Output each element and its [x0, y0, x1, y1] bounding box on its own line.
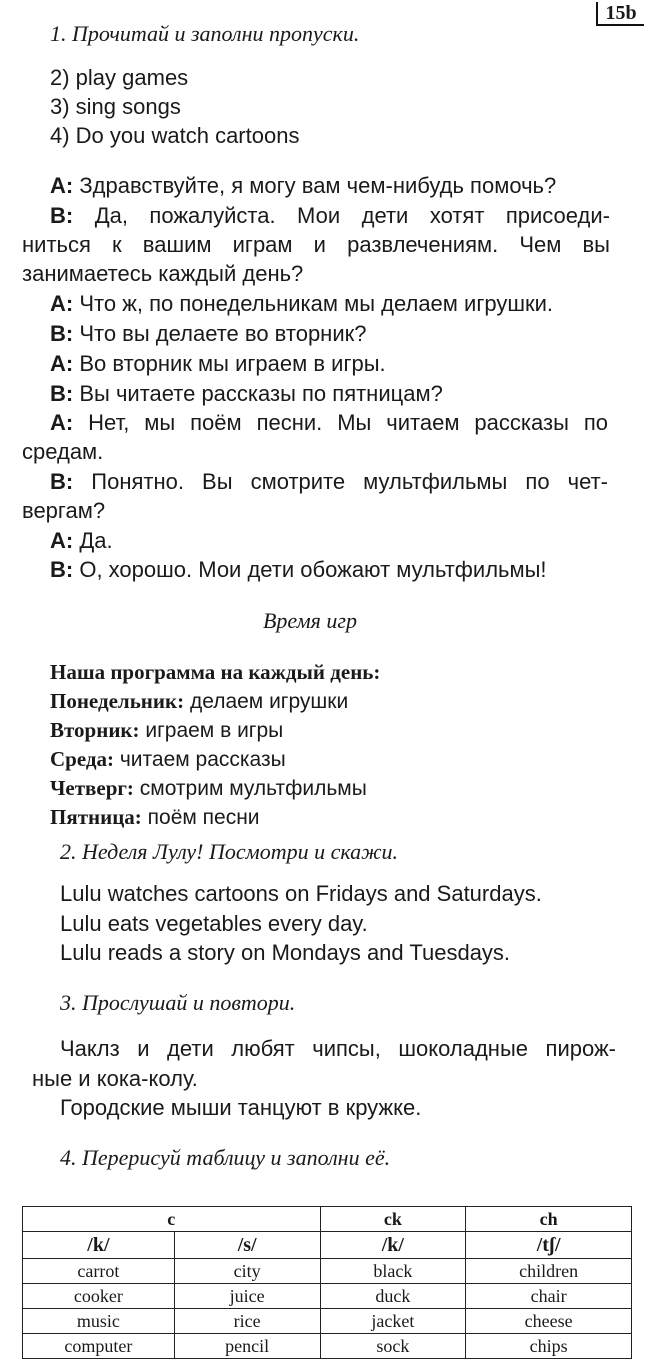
dialogue-text: Что вы делаете во вторник?	[79, 321, 367, 346]
dialogue-text: О, хорошо. Мои дети обожают мультфильмы!	[79, 557, 547, 582]
spelling-table	[22, 1206, 632, 1359]
speaker-label: B:	[50, 321, 74, 346]
table-cell: carrot	[23, 1259, 175, 1284]
table-cell: juice	[174, 1284, 320, 1309]
table-row	[23, 1284, 632, 1309]
dialogue-text: Вы читаете рассказы по пятницам?	[79, 381, 443, 406]
table-cell: chair	[466, 1284, 632, 1309]
dialogue-text: вергам?	[22, 498, 106, 523]
schedule-activity: смотрим мультфильмы	[139, 777, 367, 800]
phoneme-header: /s/	[174, 1232, 320, 1259]
exercise-4-title: 4. Перерисуй таблицу и заполни её.	[60, 1145, 391, 1170]
schedule-row	[50, 803, 260, 832]
speaker-label: B:	[50, 203, 74, 228]
dialogue-line	[50, 350, 386, 378]
answer-line: 4) Do you watch cartoons	[50, 123, 300, 148]
schedule-day: Среда:	[50, 747, 115, 771]
table-cell: children	[466, 1259, 632, 1284]
speaker-label: B:	[50, 381, 74, 406]
schedule-activity: играем в игры	[145, 719, 284, 742]
table-cell: city	[174, 1259, 320, 1284]
table-cell: music	[23, 1309, 175, 1334]
dialogue-line	[22, 497, 105, 525]
dialogue-text: Нет, мы поём песни. Мы читаем рассказы по	[88, 410, 608, 435]
sentence-line: Lulu eats vegetables every day.	[60, 911, 368, 936]
page-number: 15b	[596, 2, 644, 26]
dialogue-line	[22, 438, 103, 466]
dialogue-text: ниться к вашим играм и развлечениям. Чем вы	[22, 232, 610, 257]
dialogue-line	[22, 260, 303, 288]
dialogue-line	[50, 290, 553, 318]
table-cell: cooker	[23, 1284, 175, 1309]
schedule-activity: делаем игрушки	[189, 690, 349, 713]
dialogue-text: Понятно. Вы смотрите мультфильмы по чет-	[91, 469, 608, 494]
exercise-2-title: 2. Неделя Лулу! Посмотри и скажи.	[60, 839, 399, 864]
section-title: Время игр	[262, 608, 357, 633]
table-phoneme-row	[23, 1232, 632, 1259]
table-cell: computer	[23, 1334, 175, 1359]
dialogue-text: Что ж, по понедельникам мы делаем игрушки.	[79, 291, 554, 316]
sentence-line: Городские мыши танцуют в кружке.	[60, 1095, 422, 1120]
table-cell: black	[320, 1259, 466, 1284]
dialogue-text: Здравствуйте, я могу вам чем-нибудь помочь?	[79, 173, 557, 198]
schedule-row	[50, 687, 348, 716]
schedule-activity: читаем рассказы	[119, 748, 286, 771]
speaker-label: A:	[50, 528, 74, 553]
group-header: c	[23, 1207, 321, 1232]
table-cell: jacket	[320, 1309, 466, 1334]
dialogue-text: Да.	[79, 528, 113, 553]
dialogue-line	[50, 556, 547, 584]
schedule-row	[50, 716, 283, 745]
phoneme-header: /k/	[23, 1232, 175, 1259]
table-cell: pencil	[174, 1334, 320, 1359]
schedule-day: Четверг:	[50, 776, 134, 800]
table-row	[23, 1259, 632, 1284]
table-row	[23, 1309, 632, 1334]
table-row	[23, 1334, 632, 1359]
phoneme-header: /k/	[320, 1232, 466, 1259]
speaker-label: A:	[50, 291, 74, 316]
phoneme-header: /tʃ/	[466, 1232, 632, 1259]
sentence-line: Lulu watches cartoons on Fridays and Saturdays.	[60, 881, 542, 906]
dialogue-text: Да, пожалуйста. Мои дети хотят присоеди-	[94, 203, 610, 228]
dialogue-text: занимаетесь каждый день?	[22, 261, 304, 286]
group-header: ck	[320, 1207, 466, 1232]
answer-line: 3) sing songs	[50, 94, 181, 119]
schedule-activity: поём песни	[147, 806, 260, 829]
dialogue-line	[50, 172, 556, 200]
table-cell: sock	[320, 1334, 466, 1359]
dialogue-line	[50, 468, 608, 496]
schedule-row	[50, 745, 286, 774]
schedule-day: Понедельник:	[50, 689, 185, 713]
schedule-day: Вторник:	[50, 718, 140, 742]
dialogue-text: Во вторник мы играем в игры.	[79, 351, 386, 376]
speaker-label: B:	[50, 557, 74, 582]
table-cell: chips	[466, 1334, 632, 1359]
sentence-line: Lulu reads a story on Mondays and Tuesdays.	[60, 940, 511, 965]
table-cell: duck	[320, 1284, 466, 1309]
dialogue-line	[22, 231, 610, 259]
table-cell: cheese	[466, 1309, 632, 1334]
sentence-line: ные и кока-колу.	[32, 1066, 198, 1091]
exercise-3-title: 3. Прослушай и повтори.	[60, 990, 296, 1015]
table-cell: rice	[174, 1309, 320, 1334]
schedule-heading: Наша программа на каждый день:	[50, 660, 381, 684]
dialogue-line	[50, 202, 610, 230]
dialogue-line	[50, 409, 608, 437]
dialogue-line	[50, 527, 113, 555]
dialogue-text: средам.	[22, 439, 104, 464]
sentence-line: Чаклз и дети любят чипсы, шоколадные пирож-	[60, 1036, 616, 1061]
answer-line: 2) play games	[50, 65, 189, 90]
schedule-row	[50, 774, 367, 803]
speaker-label: A:	[50, 351, 74, 376]
group-header: ch	[466, 1207, 632, 1232]
schedule-day: Пятница:	[50, 805, 142, 829]
table-group-row	[23, 1207, 632, 1232]
exercise-1-title: 1. Прочитай и заполни пропуски.	[50, 21, 360, 46]
speaker-label: B:	[50, 469, 74, 494]
speaker-label: A:	[50, 173, 74, 198]
dialogue-line	[50, 380, 443, 408]
speaker-label: A:	[50, 410, 74, 435]
dialogue-line	[50, 320, 366, 348]
